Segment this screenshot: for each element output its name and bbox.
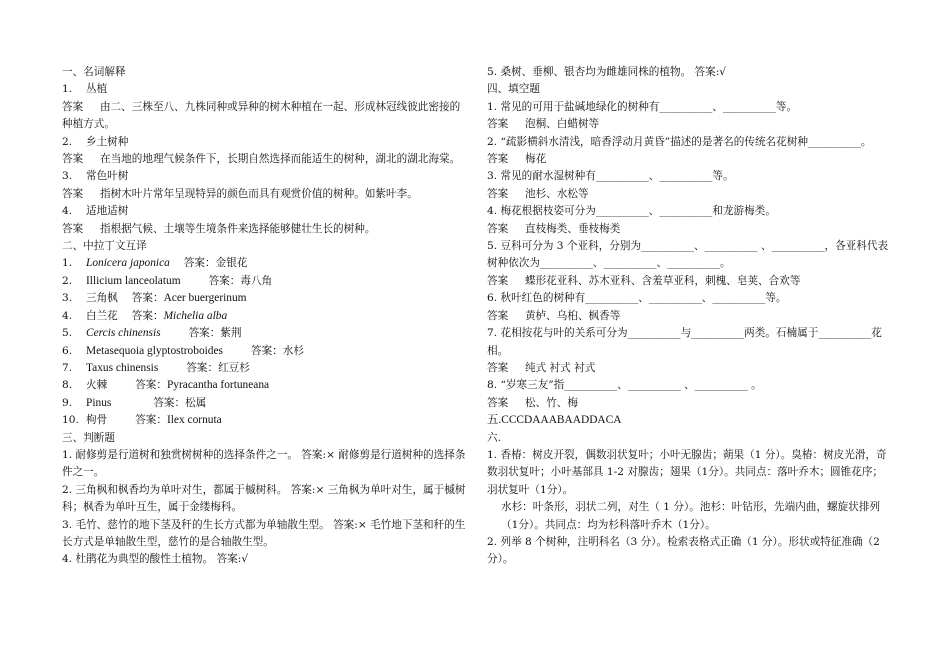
translation-item: 7. Taxus chinensis 答案：红豆杉 — [62, 361, 250, 374]
section-3-title: 三、判断题 — [62, 431, 115, 444]
definition-term-3: 3. 常色叶树 — [62, 170, 129, 183]
fill-answer-7: 答案 纯式 衬式 衬式 — [487, 361, 596, 374]
fill-answer-8: 答案 松、竹、梅 — [487, 396, 578, 409]
short-answer-1-cont: 水杉：叶条形，羽状二列，对生（ 1 分）。池杉：叶钻形，先端内曲，螺旋状排列（1分）。共同点：均为杉科落叶乔木（1分）。 — [501, 501, 880, 531]
judgment-item-1: 1. 耐修剪是行道树和独赏树树种的选择条件之一。 答案:× 耐修剪是行道树种的选择条件之一。 — [62, 448, 466, 479]
fill-question-3: 3. 常见的耐水湿树种有__________、__________等。 — [487, 170, 734, 183]
translation-item: 1. Lonicera japonica 答案：金银花 — [62, 257, 248, 270]
short-answer-1: 1. 香椿：树皮开裂，偶数羽状复叶；小叶无腺齿；蒴果（1 分）。臭椿：树皮光滑，奇数羽状复叶；小叶基部具 1-2 对腺齿；翅果（1分）。共同点：落叶乔木；圆锥花序；羽状复叶（1分）。 — [487, 448, 887, 496]
fill-answer-1: 答案 泡桐、白蜡树等 — [487, 118, 600, 131]
judgment-item-3: 3. 毛竹、慈竹的地下茎及秆的生长方式都为单轴散生型。 答案:× 毛竹地下茎和秆的生长方式是单轴散生型，慈竹的是合轴散生型。 — [62, 518, 466, 548]
translation-item: 8. 火棘 答案：Pyracantha fortuneana — [62, 379, 270, 392]
fill-question-6: 6. 秋叶红色的树种有__________、__________、__________等。 — [487, 292, 787, 305]
section-6-title: 六. — [487, 431, 501, 444]
definition-answer-1: 答案 由二、三株至八、九株同种或异种的树木种植在一起、形成林冠线彼此密接的种植方式。 — [62, 100, 461, 131]
section-4-title: 四、填空题 — [487, 83, 540, 96]
fill-answer-3: 答案 池杉、水松等 — [487, 187, 589, 200]
short-answer-2: 2. 列举 8 个树种，注明科名（3 分）。检索表格式正确（1 分）。形状或特征准确（2 分）。 — [487, 535, 880, 566]
section-2-title: 二、中拉丁文互译 — [62, 240, 147, 253]
definition-term-4: 4. 适地适树 — [62, 205, 129, 218]
fill-question-4: 4. 梅花根据枝姿可分为__________、__________和龙游梅类。 — [487, 205, 776, 218]
section-5-answers: 五.CCCDAAABAADDACA — [487, 414, 622, 427]
translation-item: 10. 枸骨 答案：Ilex cornuta — [62, 414, 222, 427]
fill-question-2: 2. “疏影横斜水清浅，暗香浮动月黄昏”描述的是著名的传统名花树种__________。 — [487, 135, 872, 148]
translation-item: 9. Pinus 答案：松属 — [62, 396, 207, 409]
fill-answer-6: 答案 黄栌、乌桕、枫香等 — [487, 309, 621, 322]
fill-question-5: 5. 豆科可分为 3 个亚科，分别为__________、__________ 、__________，各亚科代表树种依次为__________、__________、__________。 — [487, 240, 889, 270]
translation-item: 2. Illicium lanceolatum 答案：毒八角 — [62, 274, 273, 287]
definition-term-2: 2. 乡土树种 — [62, 135, 129, 148]
definition-answer-2: 答案 在当地的地理气候条件下，长期自然选择而能适生的树种，湖北的湖北海棠。 — [62, 153, 461, 166]
translation-item: 3. 三角枫 答案：Acer buergerinum — [62, 292, 247, 305]
fill-answer-4: 答案 直枝梅类、垂枝梅类 — [487, 222, 621, 235]
judgment-item-4: 4. 杜鹃花为典型的酸性土植物。 答案:√ — [62, 553, 249, 566]
definition-answer-3: 答案 指树木叶片常年呈现特异的颜色而具有观赏价值的树种。如紫叶李。 — [62, 187, 418, 200]
judgment-item-2: 2. 三角枫和枫香均为单叶对生，都属于槭树科。 答案:× 三角枫为单叶对生，属于槭树科；枫香为单叶互生，属于金缕梅科。 — [62, 483, 466, 514]
fill-question-8: 8. “岁寒三友”指__________、__________ 、__________ 。 — [487, 379, 762, 392]
translation-item: 6. Metasequoia glyptostroboides 答案：水杉 — [62, 344, 304, 357]
definition-answer-4: 答案 指根据气候、土壤等生境条件来选择能够健壮生长的树种。 — [62, 222, 376, 235]
right-column — [487, 64, 892, 569]
fill-question-7: 7. 花相按花与叶的关系可分为__________与__________两类。石楠属于__________花相。 — [487, 327, 882, 357]
judgment-item-5: 5. 桑树、垂柳、银杏均为雌雄同株的植物。 答案:√ — [487, 66, 727, 78]
definition-term-1: 1. 丛植 — [62, 83, 108, 96]
translation-item: 4. 白兰花 答案：Michelia alba — [62, 309, 228, 322]
left-column — [62, 64, 470, 569]
fill-answer-5: 答案 蝶形花亚科、苏木亚科、含羞草亚科，刺槐、皂荚、合欢等 — [487, 274, 801, 287]
translation-item: 5. Cercis chinensis 答案：紫荆 — [62, 327, 242, 340]
fill-answer-2: 答案 梅花 — [487, 153, 547, 166]
fill-question-1: 1. 常见的可用于盐碱地绿化的树种有__________、__________等。 — [487, 100, 798, 113]
section-1-title: 一、名词解释 — [62, 66, 126, 78]
